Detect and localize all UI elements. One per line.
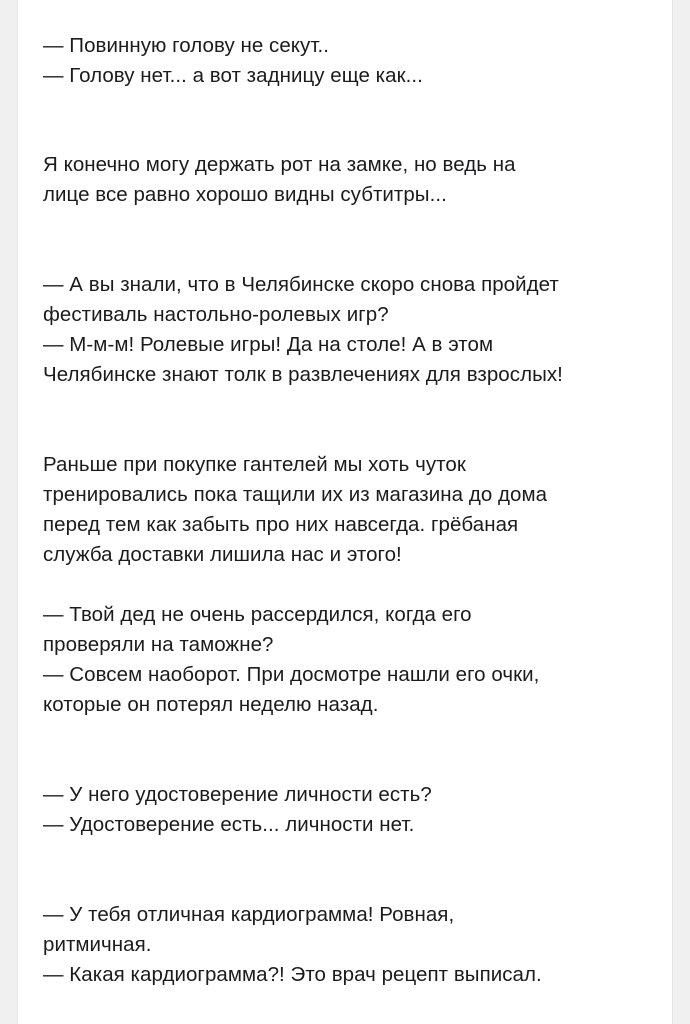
joke-text-line: — А вы знали, что в Челябинске скоро снова пройдет [43,273,559,296]
joke-text-line: Я конечно могу держать рот на замке, но ведь на [43,153,516,176]
joke-post [43,780,663,840]
joke-post [43,31,663,91]
joke-text-line: Челябинске знают толк в развлечениях для взрослых! [43,363,563,386]
joke-text-line: — Удостоверение есть... личности нет. [43,813,415,836]
joke-text-line: — Голову нет... а вот задницу еще как... [43,64,423,87]
joke-text-line: проверяли на таможне? [43,633,274,656]
joke-text-line: фестиваль настольно-ролевых игр? [43,303,389,326]
joke-text-line: — Твой дед не очень рассердился, когда его [43,603,472,626]
joke-text-line: Раньше при покупке гантелей мы хоть чуток [43,453,466,476]
joke-post [43,600,663,720]
joke-text-line: — У него удостоверение личности есть? [43,783,432,806]
joke-text-line: — Повинную голову не секут.. [43,34,330,57]
joke-text-line: — М-м-м! Ролевые игры! Да на столе! А в этом [43,333,494,356]
joke-post [43,900,663,990]
joke-text-line: — Какая кардиограмма?! Это врач рецепт выписал. [43,963,542,986]
joke-text-line: — Совсем наоборот. При досмотре нашли его очки, [43,663,540,686]
joke-text-line: — У тебя отличная кардиограмма! Ровная, [43,903,455,926]
joke-text-line: служба доставки лишила нас и этого! [43,543,402,566]
joke-text-line: лице все равно хорошо видны субтитры... [43,183,447,206]
joke-text-line: которые он потерял неделю назад. [43,693,379,716]
joke-post [43,270,663,390]
joke-text-line: перед тем как забыть про них навсегда. грёбаная [43,513,519,536]
joke-post [43,150,663,210]
joke-post [43,450,663,570]
joke-text-line: ритмичная. [43,933,152,956]
jokes-feed-card [17,0,673,1024]
joke-text-line: тренировались пока тащили их из магазина до дома [43,483,548,506]
